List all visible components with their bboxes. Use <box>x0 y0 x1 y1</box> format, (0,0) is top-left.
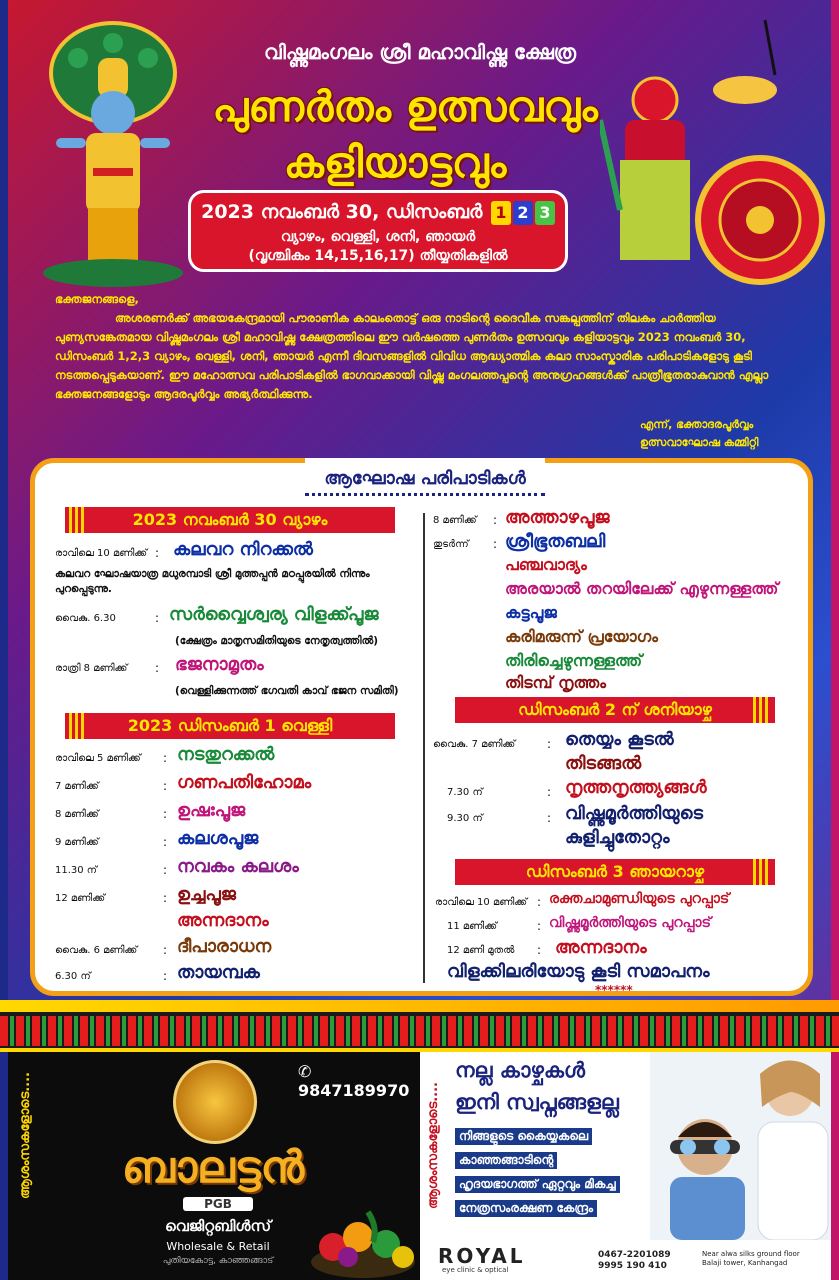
day1-event2-note: (ക്ഷേത്രം മാതൃസമിതിയുടെ നേതൃത്വത്തിൽ) <box>175 635 379 647</box>
day3-event1-time: വൈകു. 7 മണിക്ക് <box>433 739 516 750</box>
right-item-name: കട്ടപൂജ <box>505 603 557 622</box>
shop-place: പുതിയകോട്ട, കാഞ്ഞങ്ങാട് <box>162 1256 274 1266</box>
program-title: ആഘോഷ പരിപാടികൾ <box>305 458 545 496</box>
right-item-time: 8 മണിക്ക് <box>433 515 477 526</box>
colon: : <box>155 661 160 675</box>
eye-clinic-advert <box>420 1052 831 1280</box>
band-stripes <box>753 859 771 885</box>
right-item-name: കരിമരുന്ന് പ്രയോഗം <box>505 627 658 646</box>
day1-event3-time: രാത്രി 8 മണിക്ക് <box>55 663 128 674</box>
day4-event3-time: 12 മണി മുതൽ <box>447 945 515 956</box>
right-item-name: അരയാൽ തറയിലേക്ക് എഴുന്നള്ളത്ത് <box>505 579 779 598</box>
colon: : <box>493 537 498 551</box>
clinic-line-2: കാഞ്ഞങ്ങാടിന്റെ <box>455 1152 557 1169</box>
day2-item-name: ഉച്ചപൂജ <box>177 884 236 905</box>
day4-event3-name: അന്നദാനം <box>555 937 647 958</box>
band-stripes <box>69 713 87 739</box>
colon: : <box>155 546 160 560</box>
day1-event1-time: രാവിലെ 10 മണിക്ക് <box>55 548 148 559</box>
closing-stars: ****** <box>595 983 633 997</box>
band-stripes <box>69 507 87 533</box>
day2-item-time: 6.30 ന് <box>55 971 91 982</box>
clinic-phones <box>598 1250 671 1272</box>
clinic-line-3: ഹൃദയഭാഗത്ത് ഏറ്റവും മികച്ച <box>455 1176 620 1193</box>
date-badge-2: 2 <box>513 201 533 225</box>
poster-frame-right <box>831 0 839 1280</box>
day3-event3-sub: കുളിച്ചുതോറ്റം <box>565 827 670 848</box>
colon: : <box>163 943 168 957</box>
day2-item-time: രാവിലെ 5 മണിക്ക് <box>55 753 141 764</box>
day2-item-time: 11.30 ന് <box>55 865 97 876</box>
day2-item-time: 9 മണിക്ക് <box>55 837 99 848</box>
ornament-row <box>0 1036 839 1046</box>
day4-event1-name: രക്തചാമുണ്ഡിയുടെ പുറപ്പാട് <box>549 891 730 907</box>
colon: : <box>163 969 168 983</box>
shop-wholesale: Wholesale & Retail <box>166 1240 270 1253</box>
day2-item-name: നവകം കലശം <box>177 856 299 877</box>
clinic-line-1: നിങ്ങളുടെ കൈയ്യകലെ <box>455 1128 592 1145</box>
colon: : <box>163 779 168 793</box>
date-badge-1: 1 <box>491 201 511 225</box>
date-line1 <box>191 201 565 225</box>
day4-event2-time: 11 മണിക്ക് <box>447 921 498 932</box>
clinic-line-4: നേത്രസംരക്ഷണ കേന്ദ്രം <box>455 1200 597 1217</box>
day2-item-name: അന്നദാനം <box>177 910 269 931</box>
colon: : <box>163 863 168 877</box>
clinic-heading-2: ഇനി സ്വപ്നങ്ങളല്ല <box>455 1090 619 1114</box>
colon: : <box>163 751 168 765</box>
day2-item-time: വൈകു. 6 മണിക്ക് <box>55 945 138 956</box>
clinic-address-1: Near alwa silks ground floor <box>702 1250 800 1258</box>
wishes-vertical: ആശംസകളോടെ.... <box>426 1082 441 1209</box>
shop-brand: ബാലട്ടൻ <box>121 1142 305 1193</box>
day3-event1-sub: തിടങ്ങൽ <box>565 753 642 774</box>
day3-heading-band <box>455 697 775 723</box>
colon: : <box>155 611 160 625</box>
ornament-row <box>0 1016 839 1026</box>
signoff <box>640 416 800 452</box>
clinic-heading-1: നല്ല കാഴ്ചകൾ <box>455 1058 585 1082</box>
day4-event1-time: രാവിലെ 10 മണിക്ക് <box>435 897 528 908</box>
program-card <box>30 458 813 996</box>
signoff-line1: എന്ന്, ഭക്താദരപൂർവ്വം <box>640 418 754 431</box>
colon: : <box>547 785 552 799</box>
day3-event1-name: തെയ്യം കൂടൽ <box>565 729 674 750</box>
intro-paragraph <box>55 290 785 404</box>
day2-item-name: ഉഷഃപൂജ <box>177 800 246 821</box>
colon: : <box>163 891 168 905</box>
clinic-address <box>702 1250 800 1268</box>
colon: : <box>163 807 168 821</box>
day3-heading: ഡിസംബർ 2 ന് ശനിയാഴ്ച <box>518 700 712 719</box>
day4-heading-band <box>455 859 775 885</box>
colon: : <box>537 895 542 909</box>
signoff-line2: ഉത്സവാഘോഷ കമ്മിറ്റി <box>640 436 759 449</box>
day1-event1-desc: കലവറ ഘോഷയാത്ര മധുരമ്പാടി ശ്രീ മുത്തപ്പൻ മഠപ്പുരയിൽ നിന്നും പുറപ്പെടുന്നു. <box>55 568 370 595</box>
day1-event2-name: സർവ്വൈശ്വര്യ വിളക്ക്പൂജ <box>169 604 379 625</box>
shop-pgb: PGB <box>183 1197 253 1211</box>
day1-heading: 2023 നവംബർ 30 വ്യാഴം <box>132 510 328 529</box>
day2-item-time: 7 മണിക്ക് <box>55 781 99 792</box>
day2-item-name: തായമ്പക <box>177 962 260 983</box>
vegetable-basket-image <box>308 1202 418 1278</box>
day2-item-name: കലശപൂജ <box>177 828 259 849</box>
day2-item-time: 8 മണിക്ക് <box>55 809 99 820</box>
clinic-brand: ROYAL <box>438 1244 526 1268</box>
column-divider <box>423 513 425 983</box>
day3-event2-name: നൃത്തനൃത്ത്യങ്ങൾ <box>565 777 707 798</box>
ornament-top-border <box>0 1000 839 1012</box>
day1-event2-time: വൈകു. 6.30 <box>55 613 116 624</box>
right-item-name: അത്താഴപൂജ <box>505 507 610 528</box>
colon: : <box>547 811 552 825</box>
day1-event3-name: ഭജനാമൃതം <box>175 654 264 675</box>
clinic-phone-1: 0467-2201089 <box>598 1250 671 1260</box>
clinic-address-2: Balaji tower, Kanhangad <box>702 1259 788 1267</box>
day1-heading-band <box>65 507 395 533</box>
phone-icon: ✆ <box>298 1062 312 1081</box>
shop-logo <box>173 1060 257 1144</box>
colon: : <box>163 835 168 849</box>
shop-phone <box>298 1062 420 1100</box>
band-stripes <box>753 697 771 723</box>
day1-event1-name: കലവറ നിറക്കൽ <box>173 539 313 560</box>
vegetables-advert <box>8 1052 420 1280</box>
temple-name: വിഷ്ണുമംഗലം ശ്രീ മഹാവിഷ്ണു ക്ഷേത്ര <box>263 40 577 64</box>
colon: : <box>493 513 498 527</box>
ornament-band <box>0 1012 839 1048</box>
date-malayalam-calendar: (വൃശ്ചികം 14,15,16,17) തീയ്യതികളിൽ <box>248 248 508 264</box>
clinic-phone-2: 9995 190 410 <box>598 1261 667 1271</box>
day2-item-name: ദീപാരാധന <box>177 936 272 957</box>
day2-item-name: നടതുറക്കൽ <box>177 744 275 765</box>
festival-title-line1: പുണർതം ഉത്സവവും <box>212 82 598 131</box>
ornament-row <box>0 1026 839 1036</box>
day2-item-name: ഗണപതിഹോമം <box>177 772 312 793</box>
right-item-name: തിരിച്ചെഴുന്നള്ളത്ത് <box>505 651 643 670</box>
colon: : <box>537 919 542 933</box>
day3-event3-name: വിഷ്ണുമൂർത്തിയുടെ <box>565 803 704 824</box>
intro-body: അശരണർക്ക് അഭയകേന്ദ്രമായി പൗരാണിക കാലംതൊട്ട് ഒരു നാടിന്റെ ദൈവീക സങ്കല്പത്തിന് തിലകം ചാർത്തിയ പുണ്യസങ്കേതമായ വിഷ്ണുമംഗലം ശ്രീ മഹാവിഷ്ണു ക്ഷേത്രത്തിലെ ഈ വർഷത്തെ പുണർതം ഉത്സവവും കളിയാട്ടവും 2023 നവംബർ 30, ഡിസംബർ 1,2,3 വ്യാഴം, വെള്ളി, ശനി, ഞായർ എന്നീ ദിവസങ്ങളിൽ വിവിധ ആദ്ധ്യാത്മിക കലാ സാംസ്കാരിക പരിപാടികളോടു കൂടി നടത്തപ്പെടുകയാണ്. ഈ മഹോത്സവ പരിപാടികളിൽ ഭാഗവാക്കായി വിഷ്ണു മംഗലത്തപ്പന്റെ അനുഗ്രഹങ്ങൾക്ക് പാത്രീഭൂതരാകുവാൻ എല്ലാ ഭക്തജനങ്ങളോടും ആദരപൂർവ്വം അഭ്യർത്ഥിക്കുന്നു. <box>55 311 769 401</box>
day2-heading: 2023 ഡിസംബർ 1 വെള്ളി <box>127 716 333 735</box>
closing-line: വിളക്കിലരിയോടു കൂടി സമാപനം <box>447 961 710 982</box>
right-item-name: തിടമ്പ് നൃത്തം <box>505 673 606 692</box>
wishes-vertical: ആശംസകളോടെ.... <box>18 1072 33 1199</box>
day4-event2-name: വിഷ്ണുമൂർത്തിയുടെ പുറപ്പാട് <box>549 915 712 931</box>
right-item-time: തുടർന്ന് <box>433 539 469 550</box>
intro-greeting: ഭക്തജനങ്ങളെ, <box>55 292 139 306</box>
colon: : <box>547 737 552 751</box>
day4-heading: ഡിസംബർ 3 ഞായറാഴ്ച <box>525 862 705 881</box>
date-weekdays: വ്യാഴം, വെള്ളി, ശനി, ഞായർ <box>280 229 476 245</box>
right-item-name: ശ്രീഭൂതബലി <box>505 531 606 552</box>
colon: : <box>537 943 542 957</box>
day2-item-time: 12 മണിക്ക് <box>55 893 106 904</box>
vishnu-deity-image <box>38 18 188 288</box>
poster-frame-left <box>0 0 8 1280</box>
right-item-name: പഞ്ചവാദ്യം <box>505 555 587 574</box>
shop-phone-number: 9847189970 <box>298 1081 410 1100</box>
date-text: 2023 നവംബർ 30, ഡിസംബർ <box>201 201 483 223</box>
clinic-brand-sub: eye clinic & optical <box>442 1266 509 1274</box>
shop-type: വെജിറ്റബിൾസ് <box>164 1217 272 1235</box>
festival-title-line2: കളിയാട്ടവും <box>283 138 507 187</box>
date-badge-3: 3 <box>535 201 555 225</box>
day2-heading-band <box>65 713 395 739</box>
festival-date-box <box>188 190 568 272</box>
day3-event2-time: 7.30 ന് <box>447 787 483 798</box>
day3-event3-time: 9.30 ന് <box>447 813 483 824</box>
eye-exam-image <box>650 1052 831 1240</box>
day1-event3-note: (വെള്ളിക്കുന്നത്ത് ഭഗവതി കാവ് ഭജന സമിതി) <box>175 685 399 697</box>
